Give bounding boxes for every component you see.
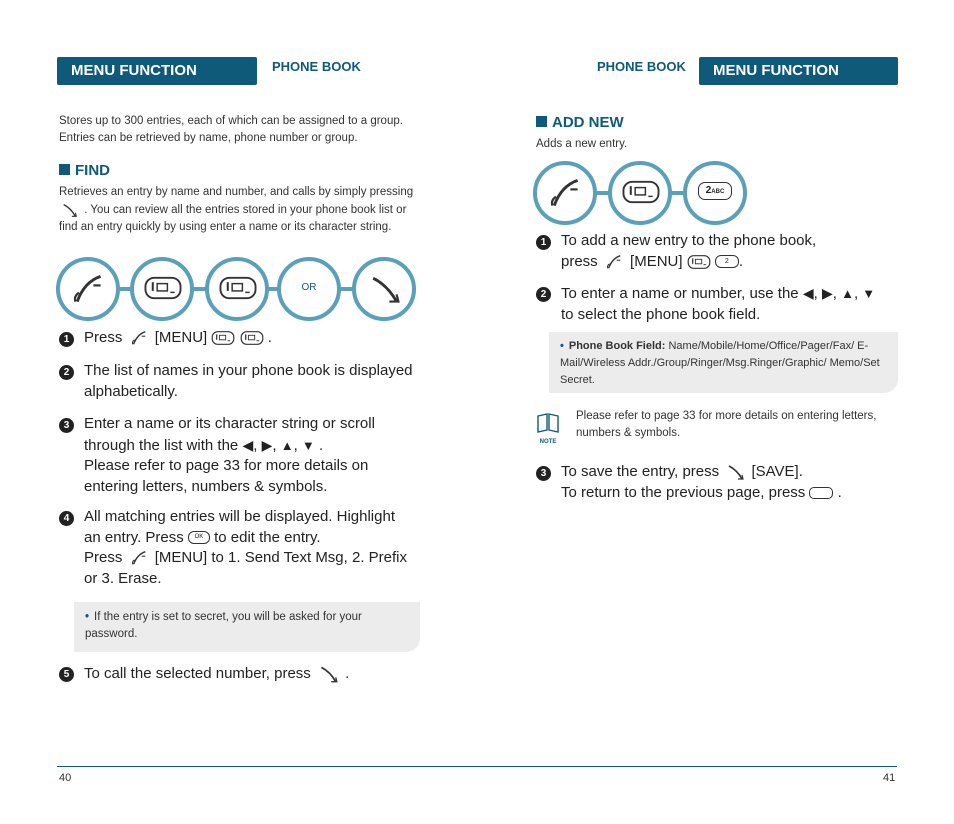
step-3-c: Please refer to page 33 for more details on entering letters, numbers & symbols. [84, 457, 369, 495]
section-tag-right: PHONE BOOK [597, 59, 686, 74]
footer-line-left [57, 766, 897, 767]
bullet-icon: • [85, 611, 90, 623]
step-3-b: . [318, 436, 324, 454]
step-r2-text: To enter a name or number, use the ◀, ▶, ▲, ▼ to select the phone book field. [561, 285, 876, 323]
find-desc-part1: Retrieves an entry by name and number, and calls by simply pressing [59, 186, 414, 198]
message-key-circle-right [608, 161, 672, 225]
tip-left-text: If the entry is set to secret, you will be asked for your password. [85, 611, 362, 640]
intro-text: Stores up to 300 entries, each of which can be assigned to a group. Entries can be retrieved by name, phone number or group. [59, 115, 403, 144]
section-tag-left: PHONE BOOK [272, 59, 361, 74]
message-key-icon [687, 253, 711, 271]
message-key-icon [144, 273, 182, 303]
step-number-3: 3 [59, 418, 74, 433]
step-r3-c: To return to the previous page, press [561, 483, 806, 501]
find-description [59, 184, 414, 236]
message-key-icon [219, 273, 257, 303]
step-5-a: To call the selected number, press [84, 664, 311, 682]
clear-key-icon [809, 487, 833, 499]
step-number-5: 5 [59, 667, 74, 682]
step-number-4: 4 [59, 511, 74, 526]
field-label: Phone Book Field: [568, 340, 666, 352]
step-r3-d: . [837, 483, 842, 501]
arrow-up-icon: ▲ [280, 437, 294, 453]
page-number-left: 40 [59, 772, 72, 784]
step-1-text [84, 328, 424, 349]
step-5-b: . [345, 664, 350, 682]
step-r3-b: [SAVE]. [751, 463, 803, 480]
message-key-icon [622, 177, 660, 207]
menu-function-banner-left: MENU FUNCTION [57, 57, 257, 85]
message-key-icon [240, 329, 264, 347]
step-r2-a: To enter a name or number, use the [561, 285, 799, 302]
step-r1-c: [MENU] [630, 252, 683, 270]
step-number-r2: 2 [536, 287, 551, 302]
find-desc-part2: . You can review all the entries stored in your phone book list or find an entry quickly by using enter a name or its character string. [59, 204, 407, 234]
menu-function-banner-right: MENU FUNCTION [699, 57, 898, 85]
arrow-left-icon: ◀ [802, 285, 814, 301]
step-2-text: The list of names in your phone book is displayed alphabetically. [84, 362, 413, 400]
menu-key-circle [56, 257, 120, 321]
step-5-text [84, 663, 414, 685]
or-label: OR [301, 282, 317, 293]
heading-square-icon [536, 116, 547, 127]
note-label: NOTE [539, 439, 557, 445]
page-number-right: 41 [883, 772, 896, 784]
step-number-1: 1 [59, 332, 74, 347]
step-number-r1: 1 [536, 235, 551, 250]
step-r1-b: press [561, 252, 598, 270]
step-1-c: . [267, 329, 272, 346]
step-4-a: All matching entries will be displayed. Highlight an entry. Press [84, 508, 395, 546]
abc-key-circle-right [683, 161, 747, 225]
message-key-circle-1 [130, 257, 194, 321]
menu-key-icon [602, 253, 626, 271]
add-new-heading [536, 114, 624, 131]
tip-left [85, 609, 405, 643]
step-r2-b: to select the phone book field. [561, 305, 761, 323]
field-values: Name/Mobile/Home/Office/Pager/Fax/ E-Mail/Wireless Addr./Group/Ringer/Msg.Ringer/Graphic/ Memo/Set Secret. [560, 340, 880, 386]
step-4-c: Press [84, 549, 123, 566]
menu-key-icon [127, 549, 151, 567]
arrow-down-icon: ▼ [301, 437, 315, 453]
menu-key-circle-right [533, 161, 597, 225]
ok-key-icon: OK [188, 531, 210, 544]
arrow-down-icon: ▼ [862, 286, 876, 301]
send-key-icon [366, 271, 402, 307]
menu-key-icon [70, 271, 106, 307]
message-key-circle-2 [205, 257, 269, 321]
menu-key-icon [547, 175, 583, 211]
step-3-text: Enter a name or its character string or scroll through the list with the ◀, ▶, ▲, ▼ . Please refer to page 33 for more details on entering letters, numbers & symbols. [84, 415, 375, 495]
step-3-a: Enter a name or its character string or scroll through the list with the [84, 415, 375, 454]
menu-key-icon [127, 329, 151, 347]
arrow-right-icon: ▶ [821, 285, 833, 301]
step-4-text [84, 507, 414, 589]
step-number-r3: 3 [536, 466, 551, 481]
find-heading [59, 162, 110, 179]
add-new-desc: Adds a new entry. [536, 138, 628, 150]
step-number-2: 2 [59, 365, 74, 380]
arrow-left-icon: ◀ [242, 436, 254, 453]
note-text: Please refer to page 33 for more details on entering letters, numbers & symbols. [576, 410, 877, 439]
field-list [560, 338, 893, 389]
heading-square-icon [59, 164, 70, 175]
step-r3-text [561, 462, 901, 503]
send-key-icon [59, 201, 81, 219]
step-1-b: [MENU] [154, 329, 208, 346]
send-key-circle [352, 257, 416, 321]
find-title: FIND [75, 162, 110, 179]
arrow-right-icon: ▶ [261, 436, 273, 453]
number-2-abc-key-icon: 2ABC [698, 182, 732, 200]
step-r1-text [561, 231, 891, 272]
step-4-b: to edit the entry. [214, 528, 321, 546]
step-r1-d: . [738, 252, 744, 270]
step-1-a: Press [84, 329, 123, 346]
message-key-icon [211, 329, 235, 347]
number-2-abc-key-icon: 2 [715, 255, 739, 268]
step-4-d: [MENU] to 1. Send Text Msg, 2. Prefix or 3. Erase. [84, 549, 408, 587]
step-r3-a: To save the entry, press [561, 463, 720, 480]
bullet-icon: • [560, 340, 564, 352]
send-key-icon [315, 663, 341, 685]
step-r1-a: To add a new entry to the phone book, [561, 232, 817, 249]
note-book-icon [536, 412, 560, 445]
or-circle [277, 257, 341, 321]
arrow-up-icon: ▲ [841, 286, 854, 301]
send-key-icon [723, 462, 747, 482]
add-new-title: ADD NEW [552, 114, 624, 131]
